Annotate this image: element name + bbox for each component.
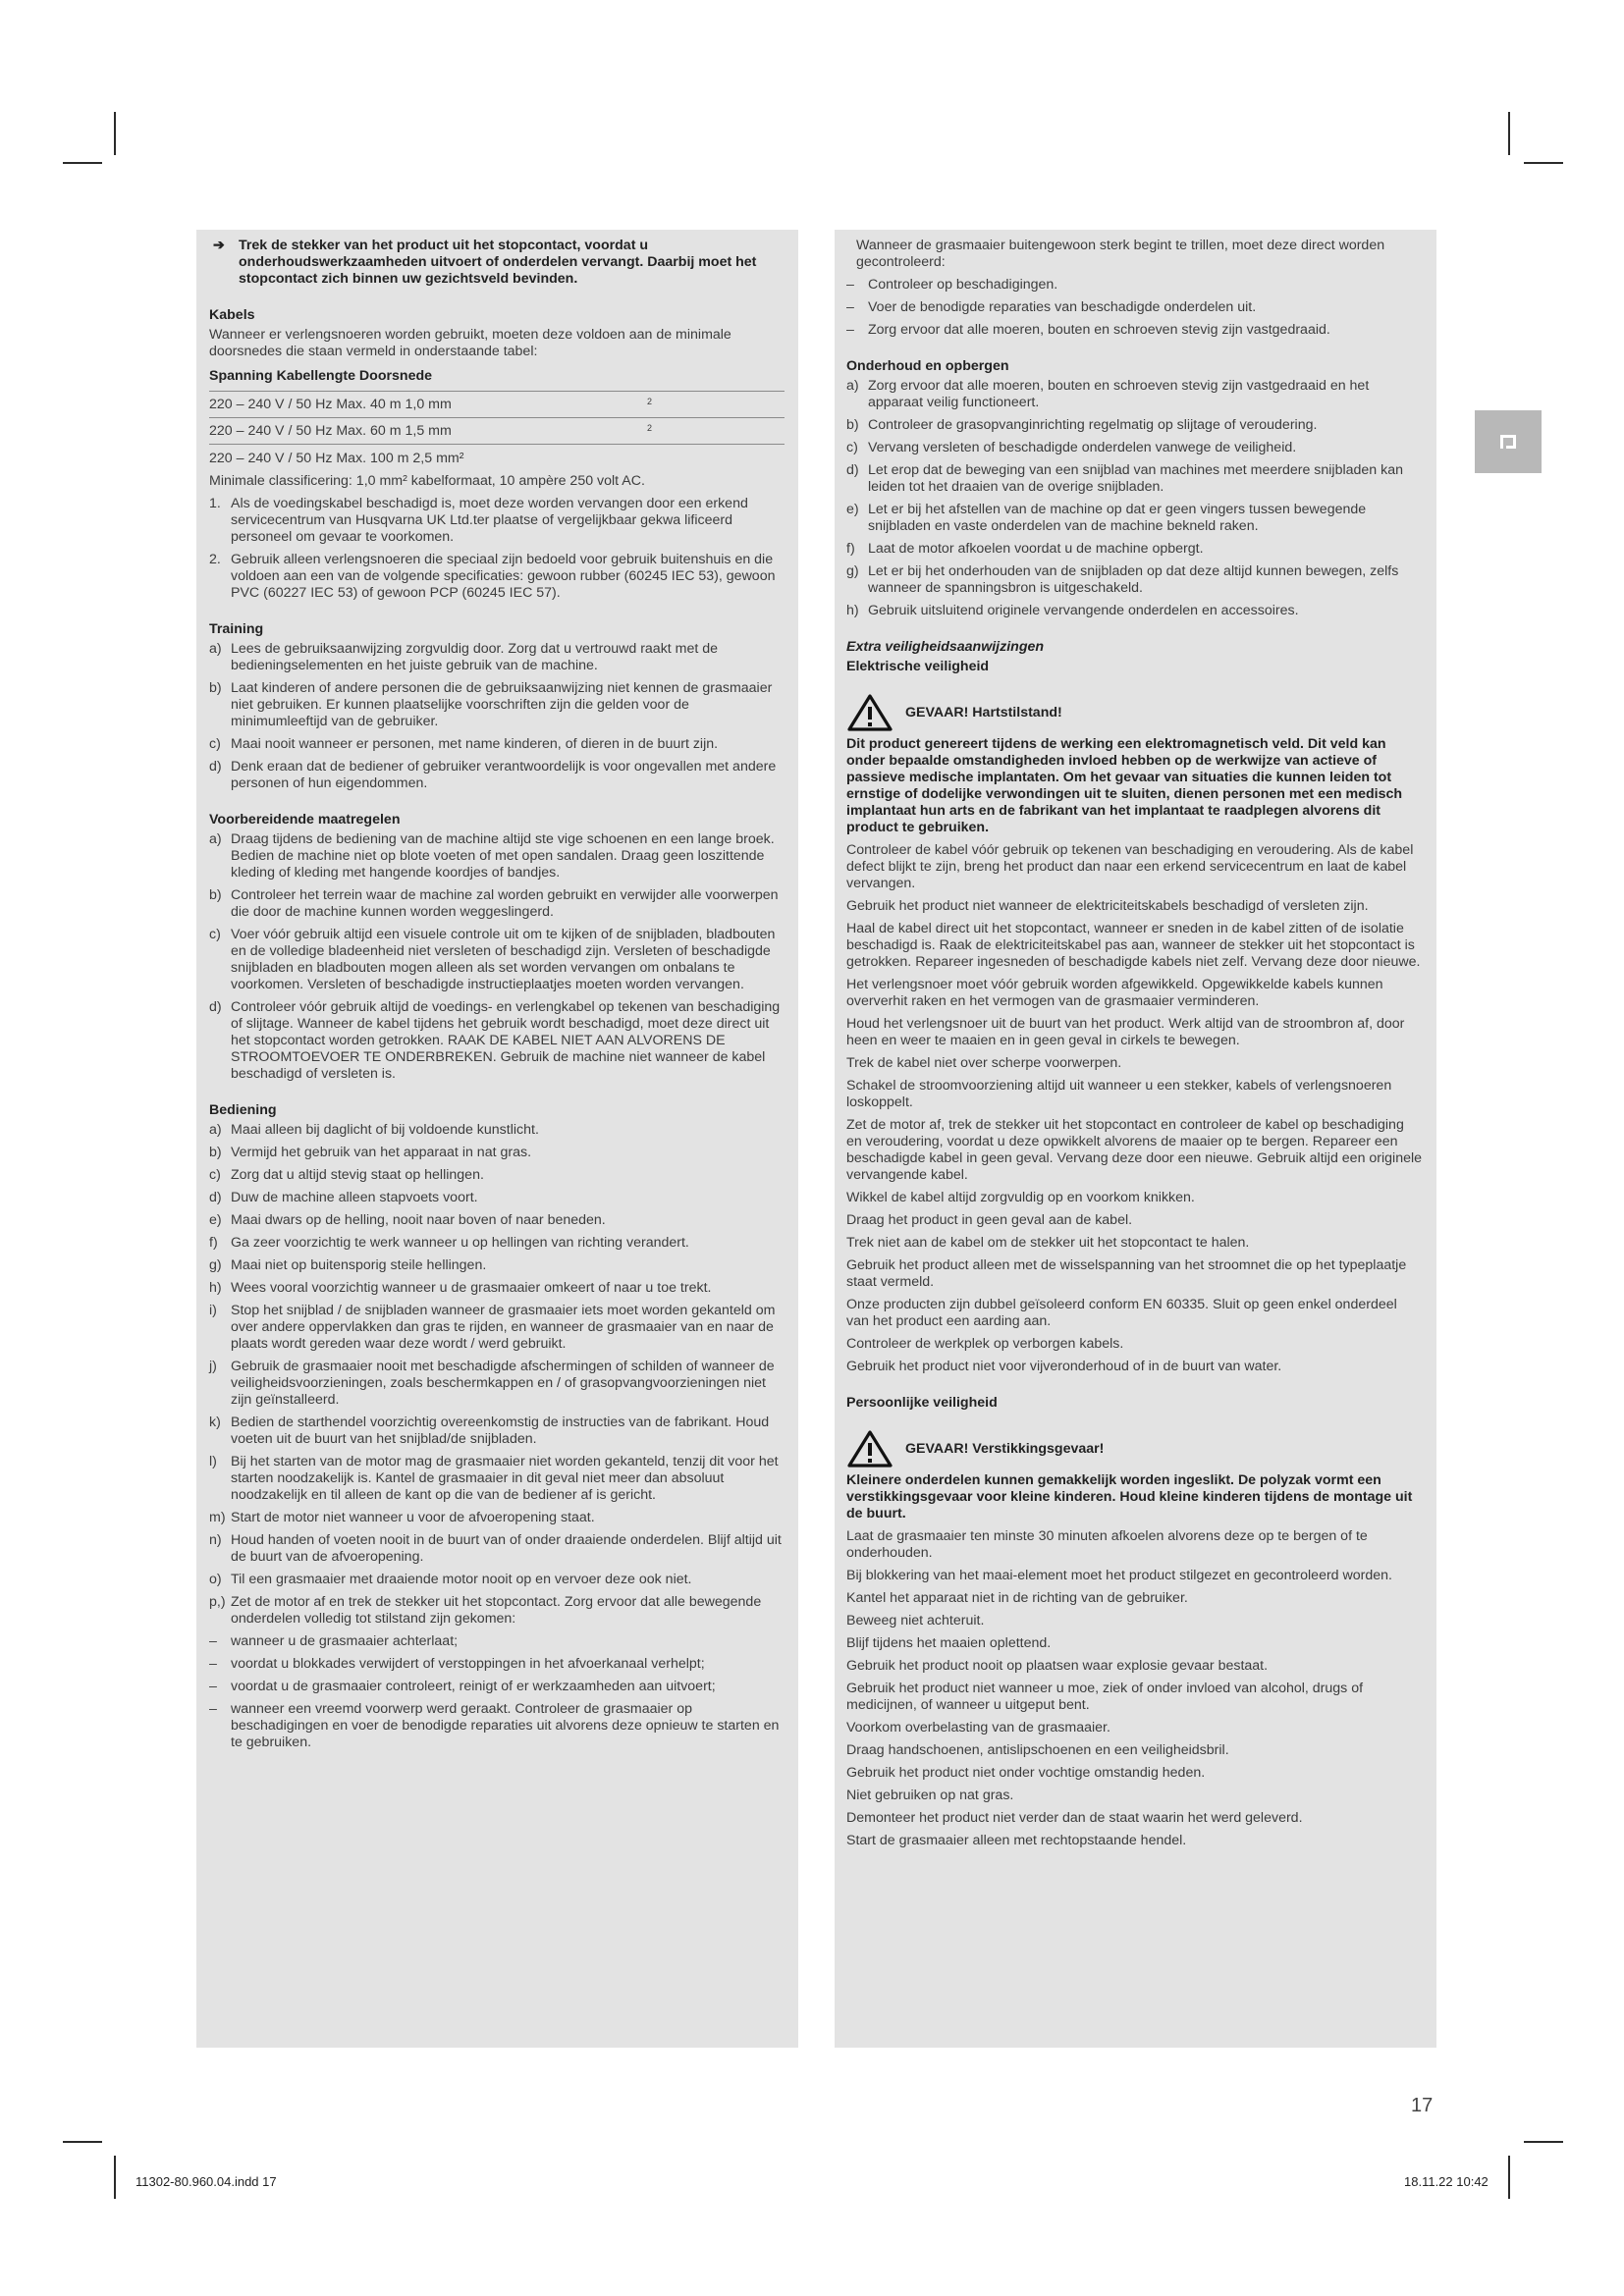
paragraph: Niet gebruiken op nat gras. [846, 1788, 1014, 1803]
paragraph: Gebruik het product niet wanneer de elektriciteitskabels beschadigd of versleten zijn. [846, 898, 1369, 914]
list-item: d) Controleer vóór gebruik altijd de voedings- en verlengkabel op tekenen van beschadiging of slijtage. Wanneer de kabel tijdens het gebruik wordt beschadigd, moet deze direct uit het stopcontact worden getrokken. RAAK DE KABEL NIET AAN ALVORENS DE STROOMTOEVOER TE ONDERBREKEN. Gebruik de machine niet wanneer de kabel beschadigd of versleten is. [209, 999, 781, 1082]
intro-note: ➔ Trek de stekker van het product uit het stopcontact, voordat u onderhoudswerkzaamheden uitvoert of onderdelen vervangt. Daarbij moet het stopcontact zich binnen uw gezichtsveld bevinden. [209, 238, 785, 288]
paragraph: Controleer de werkplek op verborgen kabels. [846, 1336, 1124, 1352]
paragraph: Draag handschoenen, antislipschoenen en een veiligheidsbril. [846, 1742, 1229, 1758]
list-item: h) Gebruik uitsluitend originele vervangende onderdelen en accessoires. [846, 603, 1299, 618]
list-item: a) Maai alleen bij daglicht of bij voldoende kunstlicht. [209, 1122, 539, 1138]
paragraph: Onze producten zijn dubbel geïsoleerd conform EN 60335. Sluit op geen enkel onderdeel van het product een aarding aan. [846, 1297, 1397, 1329]
list-item: a) Draag tijdens de bediening van de machine altijd ste vige schoenen en een lange broek. Bedien de machine niet op blote voeten of met open sandalen. Draag geen loszittende kleding of kleding met hangende koordjes of bandjes. [209, 831, 775, 881]
list-item: – voordat u de grasmaaier controleert, reinigt of er werkzaamheden aan uitvoert; [209, 1679, 716, 1694]
paragraph: Trek de kabel niet over scherpe voorwerpen. [846, 1055, 1122, 1071]
list-item: 1. Als de voedingskabel beschadigd is, moet deze worden vervangen door een erkend servicecentrum van Husqvarna UK Ltd.ter plaatse of vergelijkbaar gekwa lificeerd personeel om gevaar te voorkomen. [209, 496, 748, 545]
warning-triangle-icon [846, 1429, 893, 1468]
paragraph: Voorkom overbelasting van de grasmaaier. [846, 1720, 1110, 1735]
paragraph: Gebruik het product niet wanneer u moe, ziek of onder invloed van alcohol, drugs of medicijnen, of wanneer u uitgeput bent. [846, 1681, 1364, 1713]
table-cell: 220 – 240 V / 50 Hz Max. 40 m 1,0 mm [209, 392, 647, 418]
table-row [209, 418, 785, 445]
kabels-text: Wanneer er verlengsnoeren worden gebruikt, moeten deze voldoen aan de minimale doorsnedes die staan vermeld in onderstaande tabel: [209, 327, 731, 359]
list-item: j) Gebruik de grasmaaier nooit met beschadigde afschermingen of schilden of wanneer de veiligheidsvoorzieningen, zoals beschermkappen en / of grasopvangvoorzieningen niet zijn geïnstalleerd. [209, 1359, 775, 1408]
paragraph: Houd het verlengsnoer uit de buurt van het product. Werk altijd van de stroombron af, door heen en weer te maaien en in geen geval in cirkels te bewegen. [846, 1016, 1405, 1048]
right-column [835, 230, 1436, 2048]
paragraph: Controleer de kabel vóór gebruik op tekenen van beschadiging en veroudering. Als de kabel defect blijkt te zijn, breng het product dan naar een erkend servicecentrum en laat de kabel vervangen. [846, 842, 1414, 891]
section-heading-elektrische: Elektrische veiligheid [846, 659, 990, 674]
list-item: e) Maai dwars op de helling, nooit naar boven of naar beneden. [209, 1212, 606, 1228]
warning-text: Dit product genereert tijdens de werking een elektromagnetisch veld. Dit veld kan onder bepaalde omstandigheden invloed hebben op de werkwijze van actieve of passieve medische implantaten. Om het gevaar van situaties die kunnen leiden tot ernstige of dodelijke verwondingen uit te sluiten, dienen personen met een medisch implantaat hun arts en de fabrikant van het implantaat te raadplegen alvorens dit product te gebruiken. [846, 736, 1403, 835]
list-item: c) Vervang versleten of beschadigde onderdelen vanwege de veiligheid. [846, 440, 1297, 455]
footer-date: 18.11.22 10:42 [1404, 2174, 1489, 2189]
crop-mark [114, 112, 116, 155]
section-heading-kabels: Kabels [209, 307, 255, 323]
crop-mark [1524, 162, 1563, 164]
paragraph: Blijf tijdens het maaien oplettend. [846, 1635, 1052, 1651]
section-heading-extra: Extra veiligheidsaanwijzingen [846, 639, 1045, 655]
crop-mark [63, 162, 102, 164]
table-cell: 220 – 240 V / 50 Hz Max. 60 m 1,5 mm [209, 418, 647, 445]
table-row-3: 220 – 240 V / 50 Hz Max. 100 m 2,5 mm² [209, 451, 464, 466]
paragraph: Gebruik het product niet voor vijveronderhoud of in de buurt van water. [846, 1359, 1282, 1374]
paragraph: Haal de kabel direct uit het stopcontact, wanneer er sneden in de kabel zitten of de isolatie beschadigd is. Raak de elektriciteitskabel pas aan, wanneer de stekker uit het stopcontact is getrokken. Repareer ingesneden of beschadigde kabels niet zelf. Vervang deze door nieuwe. [846, 921, 1421, 970]
paragraph: Beweeg niet achteruit. [846, 1613, 985, 1629]
list-item: l) Bij het starten van de motor mag de grasmaaier niet worden gekanteld, tenzij dit voor het starten noodzakelijk is. Kantel de grasmaaier in dit geval niet meer dan absoluut noodzakelijk en til alleen de kant op die van de bediener af is gericht. [209, 1454, 779, 1503]
list-item: – wanneer een vreemd voorwerp werd geraakt. Controleer de grasmaaier op beschadigingen en voer de benodigde reparaties uit alvorens deze opnieuw te starten en te gebruiken. [209, 1701, 780, 1750]
warning-title: GEVAAR! Hartstilstand! [905, 705, 1062, 721]
table-cell-sup: 2 [647, 392, 785, 418]
list-item: o) Til een grasmaaier met draaiende motor nooit op en vervoer deze ook niet. [209, 1572, 692, 1587]
section-heading-persoonlijke: Persoonlijke veiligheid [846, 1395, 998, 1411]
crop-mark [1508, 112, 1510, 155]
list-item: h) Wees vooral voorzichtig wanneer u de grasmaaier omkeert of naar u toe trekt. [209, 1280, 712, 1296]
list-item: f) Ga zeer voorzichtig te werk wanneer u op hellingen van richting verandert. [209, 1235, 689, 1251]
nl-tab-glyph [1498, 433, 1518, 451]
paragraph: Kantel het apparaat niet in de richting van de gebruiker. [846, 1590, 1188, 1606]
list-item: m) Start de motor niet wanneer u voor de afvoeropening staat. [209, 1510, 595, 1525]
paragraph: Wikkel de kabel altijd zorgvuldig op en voorkom knikken. [846, 1190, 1195, 1205]
list-item: – wanneer u de grasmaaier achterlaat; [209, 1633, 459, 1649]
paragraph: Trek niet aan de kabel om de stekker uit het stopcontact te halen. [846, 1235, 1250, 1251]
warning-verstikking [846, 1429, 1423, 1468]
warning-hartstilstand [846, 693, 1423, 732]
list-item: d) Let erop dat de beweging van een snijblad van machines met meerdere snijbladen kan leiden tot het draaien van de overige snijbladen. [846, 462, 1403, 495]
paragraph: Gebruik het product alleen met de wisselspanning van het stroomnet die op het typeplaatje staat vermeld. [846, 1257, 1407, 1290]
paragraph: Het verlengsnoer moet vóór gebruik worden afgewikkeld. Opgewikkelde kabels kunnen oververhit raken en het vermogen van de grasmaaier verminderen. [846, 977, 1383, 1009]
section-heading-bediening: Bediening [209, 1102, 277, 1118]
min-classification: Minimale classificering: 1,0 mm² kabelformaat, 10 ampère 250 volt AC. [209, 473, 645, 489]
list-item: b) Laat kinderen of andere personen die de gebruiksaanwijzing niet kennen de grasmaaier niet gebruiken. Er kunnen plaatselijke voorschriften zijn die gelden voor de minimumleeftijd van de gebruiker. [209, 680, 773, 729]
warning-title: GEVAAR! Verstikkingsgevaar! [905, 1441, 1105, 1457]
left-column [196, 230, 798, 2048]
paragraph: Gebruik het product nooit op plaatsen waar explosie gevaar bestaat. [846, 1658, 1269, 1674]
language-tab [1475, 410, 1542, 473]
list-item: n) Houd handen of voeten nooit in de buurt van of onder draaiende onderdelen. Blijf altijd uit de buurt van de afvoeropening. [209, 1532, 782, 1565]
paragraph: Schakel de stroomvoorziening altijd uit wanneer u een stekker, kabels of verlengsnoeren loskoppelt. [846, 1078, 1392, 1110]
list-item: b) Vermijd het gebruik van het apparaat in nat gras. [209, 1145, 532, 1160]
paragraph: Demonteer het product niet verder dan de staat waarin het werd geleverd. [846, 1810, 1303, 1826]
page-number: 17 [1411, 2095, 1434, 2116]
list-item: i) Stop het snijblad / de snijbladen wanneer de grasmaaier iets moet worden gekanteld om over andere oppervlakken dan gras te rijden, en wanneer de grasmaaier van en naar de plaats wordt gereden waar deze wordt / werd gebruikt. [209, 1303, 776, 1352]
list-item: a) Lees de gebruiksaanwijzing zorgvuldig door. Zorg dat u vertrouwd raakt met de bedieningselementen en het juiste gebruik van de machine. [209, 641, 719, 673]
section-heading-onderhoud: Onderhoud en opbergen [846, 358, 1009, 374]
paragraph: Bij blokkering van het maai-element moet het product stilgezet en gecontroleerd worden. [846, 1568, 1392, 1583]
list-item: f) Laat de motor afkoelen voordat u de machine opbergt. [846, 541, 1204, 557]
table-row [209, 392, 785, 418]
list-item: d) Denk eraan dat de bediener of gebruiker verantwoordelijk is voor ongevallen met andere personen of hun eigendommen. [209, 759, 777, 791]
list-item: c) Maai nooit wanneer er personen, met name kinderen, of dieren in de buurt zijn. [209, 736, 719, 752]
list-item: k) Bedien de starthendel voorzichtig overeenkomstig de instructies van de fabrikant. Houd voeten uit de buurt van het snijblad/de snijbladen. [209, 1415, 770, 1447]
section-heading-training: Training [209, 621, 264, 637]
list-item: c) Voer vóór gebruik altijd een visuele controle uit om te kijken of de snijbladen, bladbouten en de volledige bladeenheid niet versleten of beschadigd zijn. Versleten of beschadigde snijbladen en bladbouten mogen alleen als set worden vervangen om onbalans te voorkomen. Versleten of beschadigde instructieplaatjes moeten worden vervangen. [209, 927, 776, 992]
list-item: – voordat u blokkades verwijdert of verstoppingen in het afvoerkanaal verhelpt; [209, 1656, 705, 1672]
list-item: – Controleer op beschadigingen. [846, 277, 1058, 293]
list-item: g) Maai niet op buitensporig steile hellingen. [209, 1257, 487, 1273]
list-item: a) Zorg ervoor dat alle moeren, bouten en schroeven stevig zijn vastgedraaid en het apparaat veilig functioneert. [846, 378, 1370, 410]
table-cell-sup: 2 [647, 418, 785, 445]
paragraph: Gebruik het product niet onder vochtige omstandig heden. [846, 1765, 1206, 1781]
arrow-icon: ➔ [213, 238, 225, 253]
table-header: Spanning Kabellengte Doorsnede [209, 368, 433, 384]
list-item: b) Controleer het terrein waar de machine zal worden gebruikt en verwijder alle voorwerpen die door de machine kunnen worden weggeslingerd. [209, 887, 779, 920]
crop-mark [1508, 2156, 1510, 2199]
warning-text: Kleinere onderdelen kunnen gemakkelijk worden ingeslikt. De polyzak vormt een verstikkingsgevaar voor kleine kinderen. Houd kleine kinderen tijdens de montage uit de buurt. [846, 1472, 1413, 1522]
list-item: c) Zorg dat u altijd stevig staat op hellingen. [209, 1167, 484, 1183]
list-item: p,) Zet de motor af en trek de stekker uit het stopcontact. Zorg ervoor dat alle bewegende onderdelen volledig tot stilstand zijn gekomen: [209, 1594, 762, 1627]
crop-mark [114, 2156, 116, 2199]
list-item: – Zorg ervoor dat alle moeren, bouten en schroeven stevig zijn vastgedraaid. [846, 322, 1330, 338]
warning-triangle-icon [846, 693, 893, 732]
paragraph: Start de grasmaaier alleen met rechtopstaande hendel. [846, 1833, 1187, 1848]
list-item: 2. Gebruik alleen verlengsnoeren die speciaal zijn bedoeld voor gebruik buitenshuis en die voldoen aan een van de volgende specificaties: gewoon rubber (60245 IEC 53), gewoon PVC (60227 IEC 53) of gewoon PCP (60245 IEC 57). [209, 552, 776, 601]
list-item: – Voer de benodigde reparaties van beschadigde onderdelen uit. [846, 299, 1257, 315]
cable-table [209, 391, 785, 445]
paragraph: Draag het product in geen geval aan de kabel. [846, 1212, 1133, 1228]
paragraph: Zet de motor af, trek de stekker uit het stopcontact en controleer de kabel op beschadiging en veroudering, voordat u deze opwikkelt alvorens de maaier op te bergen. Repareer een beschadigde kabel in geen geval. Vervang deze door een nieuwe. Gebruik altijd een originele vervangende kabel. [846, 1117, 1423, 1183]
paragraph: Laat de grasmaaier ten minste 30 minuten afkoelen alvorens deze op te bergen of te onderhouden. [846, 1528, 1368, 1561]
crop-mark [63, 2141, 102, 2143]
vibration-text: Wanneer de grasmaaier buitengewoon sterk begint te trillen, moet deze direct worden gecontroleerd: [856, 238, 1385, 270]
crop-mark [1524, 2141, 1563, 2143]
section-heading-voorbereidende: Voorbereidende maatregelen [209, 812, 401, 828]
list-item: b) Controleer de grasopvanginrichting regelmatig op slijtage of veroudering. [846, 417, 1318, 433]
list-item: g) Let er bij het onderhouden van de snijbladen op dat deze altijd kunnen bewegen, zelfs wanneer de spanningsbron is uitgeschakeld. [846, 563, 1399, 596]
footer-filename: 11302-80.960.04.indd 17 [135, 2174, 277, 2189]
list-item: e) Let er bij het afstellen van de machine op dat er geen vingers tussen bewegende snijbladen en vaste onderdelen van de machine bekneld raken. [846, 502, 1367, 534]
list-item: d) Duw de machine alleen stapvoets voort. [209, 1190, 478, 1205]
